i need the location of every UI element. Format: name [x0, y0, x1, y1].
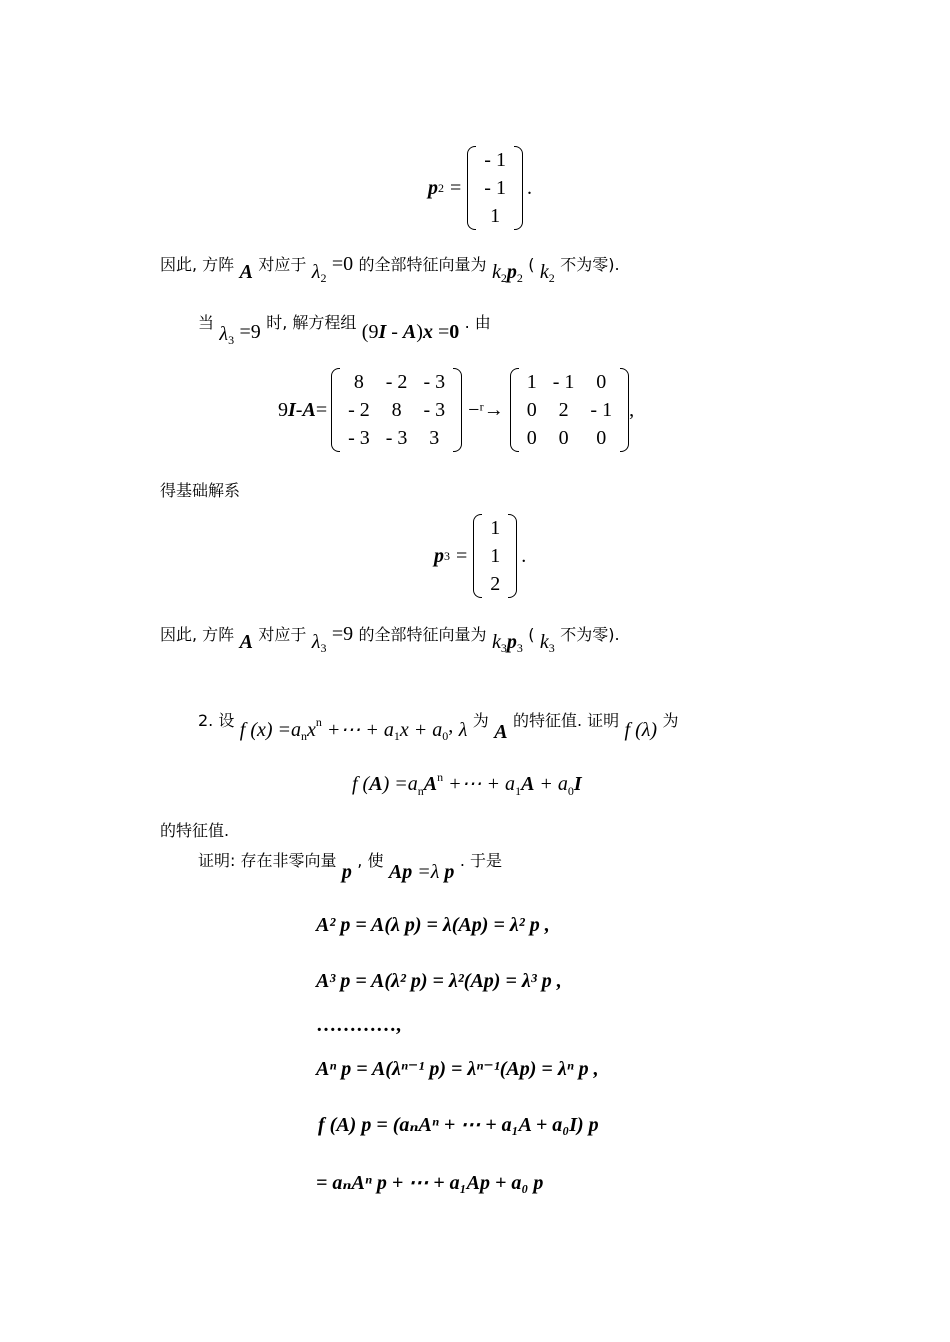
text-thus: . 于是 — [459, 851, 502, 870]
p3-entry-2: 2 — [490, 572, 501, 595]
p3-symbol: p — [434, 544, 444, 567]
m2-cell-1-1: 2 — [558, 398, 569, 421]
k2-cond-sub: 2 — [548, 271, 555, 285]
text-prove: 的特征值. 证明 — [512, 711, 620, 730]
text-nonzero-3: 不为零). — [560, 625, 620, 644]
problem-number: 2. 设 — [198, 711, 235, 730]
problem-2 — [198, 708, 679, 744]
p2-vector — [467, 146, 523, 230]
p2-symbol: p — [428, 176, 438, 199]
fA-n-sub: n — [417, 784, 424, 798]
matrix-A-3: A — [239, 631, 253, 653]
m1-cell-1-0: - 2 — [348, 398, 370, 421]
p2-entry-1: - 1 — [484, 176, 506, 199]
step-An: Aⁿ p = A(λⁿ⁻¹ p) = λⁿ⁻¹(Ap) = λⁿ p , — [316, 1058, 599, 1080]
lambda-3-sub: 3 — [228, 333, 235, 347]
reduction-comma: , — [629, 398, 635, 421]
m2-cell-2-0: 0 — [526, 426, 537, 449]
eigen-statement-3 — [160, 622, 620, 656]
text-such-that: , 使 — [357, 851, 384, 870]
k2-sub: 2 — [500, 271, 507, 285]
p3-period: . — [521, 544, 527, 567]
text-corresponding-3: 对应于 — [258, 625, 307, 644]
k3-cond-sub: 3 — [548, 641, 555, 655]
fA-plus: + a — [534, 773, 568, 795]
matrix-reduction — [278, 368, 634, 452]
k3: k — [491, 631, 501, 653]
fA-I: I — [573, 773, 582, 795]
system-pre: (9 — [361, 321, 379, 343]
lambda-eigen: λ — [458, 719, 468, 741]
fA-mid: +⋯ + a — [443, 773, 516, 795]
proof-eq: =λ — [412, 861, 445, 883]
poly-xn-sup: n — [315, 715, 322, 729]
text-all-eigenvectors: 的全部特征向量为 — [358, 255, 487, 274]
m2-cell-2-1: 0 — [558, 426, 569, 449]
system-eq: = — [432, 321, 450, 343]
p2-period: . — [526, 176, 532, 199]
system-mid: ) — [416, 321, 423, 343]
text-corresponding: 对应于 — [258, 255, 307, 274]
text-therefore-3: 因此, 方阵 — [160, 625, 235, 644]
k2: k — [491, 261, 501, 283]
fA-A: A — [369, 773, 383, 795]
paren-open-3: ( — [528, 625, 535, 644]
fA-eq: ) =a — [382, 773, 418, 795]
row-reduce-arrow: −ʳ→ — [468, 398, 504, 421]
step-fA-p: f (A) p = (aₙAⁿ + ⋯ + a₁A + a₀I) p — [318, 1114, 599, 1136]
p2-entry-2: 1 — [490, 204, 501, 227]
fA-n-sup: n — [437, 770, 444, 784]
reduction-eq: = — [315, 398, 328, 421]
f-of-A — [352, 770, 582, 799]
reduction-9: 9 — [278, 398, 288, 421]
p3-equals: = — [456, 544, 468, 567]
m2-cell-2-2: 0 — [596, 426, 607, 449]
matrix-reduced — [510, 368, 629, 452]
text-is: 为 — [472, 711, 489, 730]
lambda-3-value: =9 — [239, 321, 261, 343]
text-eigenvalue: 的特征值. — [160, 821, 230, 840]
text-from: . 由 — [464, 313, 491, 332]
reduction-A: A — [302, 398, 316, 421]
k3-cond: k — [539, 631, 549, 653]
reduction-I: I — [288, 398, 296, 421]
m1-cell-0-0: 8 — [353, 370, 364, 393]
m2-cell-1-2: - 1 — [590, 398, 613, 421]
paren-open: ( — [528, 255, 535, 274]
matrix-A: A — [239, 261, 253, 283]
system-minus: - — [386, 321, 403, 343]
p2-inline-sub: 2 — [516, 271, 523, 285]
m1-cell-2-2: 3 — [429, 426, 440, 449]
text-therefore: 因此, 方阵 — [160, 255, 235, 274]
fA-0-sub: 0 — [567, 784, 574, 798]
lambda-2-value: =0 — [331, 253, 354, 275]
poly-f: f (x) =a — [239, 719, 302, 741]
text-solve: 时, 解方程组 — [266, 313, 357, 332]
p3-inline-sub: 3 — [516, 641, 523, 655]
p2-entry-0: - 1 — [484, 148, 506, 171]
f-lambda: f (λ) — [624, 719, 658, 741]
m1-cell-2-0: - 3 — [348, 426, 370, 449]
proof-intro — [198, 848, 502, 884]
text-is-2: 为 — [662, 711, 679, 730]
poly-an-sub: n — [301, 729, 308, 743]
m2-cell-0-2: 0 — [596, 370, 607, 393]
fA-A3: A — [521, 773, 535, 795]
fA-1-sub: 1 — [515, 784, 522, 798]
system-zero: 0 — [449, 321, 460, 343]
p3-subscript: 3 — [444, 548, 450, 563]
k2-cond: k — [539, 261, 549, 283]
p3-entry-1: 1 — [490, 544, 501, 567]
m1-cell-0-1: - 2 — [385, 370, 408, 393]
m1-cell-1-1: 8 — [391, 398, 402, 421]
reduction-minus: - — [295, 398, 303, 421]
p3-entry-0: 1 — [490, 516, 501, 539]
p2-subscript: 2 — [438, 180, 444, 195]
identity-I: I — [378, 321, 387, 343]
text-all-eigenvectors-3: 的全部特征向量为 — [358, 625, 487, 644]
poly-rest: +⋯ + a — [321, 719, 394, 741]
poly-x: x — [307, 719, 316, 741]
fA-A2: A — [423, 773, 438, 795]
lambda-3b-sub: 3 — [320, 641, 327, 655]
m1-cell-0-2: - 3 — [423, 370, 446, 393]
p3-vector — [473, 514, 517, 598]
eigen-statement-2 — [160, 252, 620, 286]
p2-inline: p — [506, 261, 517, 283]
lambda-2-sub: 2 — [320, 271, 327, 285]
lambda-3b: λ — [311, 631, 321, 653]
fA-pre: f ( — [352, 773, 370, 795]
text-when: 当 — [198, 313, 215, 332]
p3-inline: p — [506, 631, 517, 653]
m1-cell-2-1: - 3 — [385, 426, 408, 449]
proof-Ap: Ap — [388, 861, 413, 883]
step-A3: A³ p = A(λ² p) = λ²(Ap) = λ³ p , — [316, 970, 562, 992]
text-proof-start: 证明: 存在非零向量 — [198, 851, 337, 870]
poly-a0-sub: 0 — [442, 729, 449, 743]
poly-x2: x + a — [399, 719, 443, 741]
step-A2: A² p = A(λ p) = λ(Ap) = λ² p , — [316, 914, 550, 936]
text-basis: 得基础解系 — [160, 481, 241, 500]
matrix-9I-minus-A — [331, 368, 462, 452]
poly-comma: , — [448, 715, 454, 737]
step-expand: = aₙAⁿ p + ⋯ + a₁Ap + a₀ p — [316, 1172, 544, 1194]
poly-a1-sub: 1 — [393, 729, 400, 743]
p2-equation — [428, 146, 532, 230]
m2-cell-1-0: 0 — [526, 398, 537, 421]
proof-p2: p — [444, 861, 455, 883]
lambda-2: λ — [311, 261, 321, 283]
k3-sub: 3 — [500, 641, 507, 655]
m1-cell-1-2: - 3 — [423, 398, 446, 421]
m2-cell-0-1: - 1 — [552, 370, 575, 393]
lambda-3b-value: =9 — [331, 623, 354, 645]
system-A: A — [402, 321, 417, 343]
text-nonzero: 不为零). — [560, 255, 620, 274]
lambda3-case — [198, 310, 491, 348]
proof-p: p — [341, 861, 352, 883]
lambda-3: λ — [219, 323, 229, 345]
p3-equation — [434, 514, 526, 598]
step-ellipsis: …………, — [316, 1014, 401, 1036]
m2-cell-0-0: 1 — [526, 370, 537, 393]
system-x: x — [422, 321, 433, 343]
p2-equals: = — [450, 176, 462, 199]
problem-A: A — [494, 721, 508, 743]
